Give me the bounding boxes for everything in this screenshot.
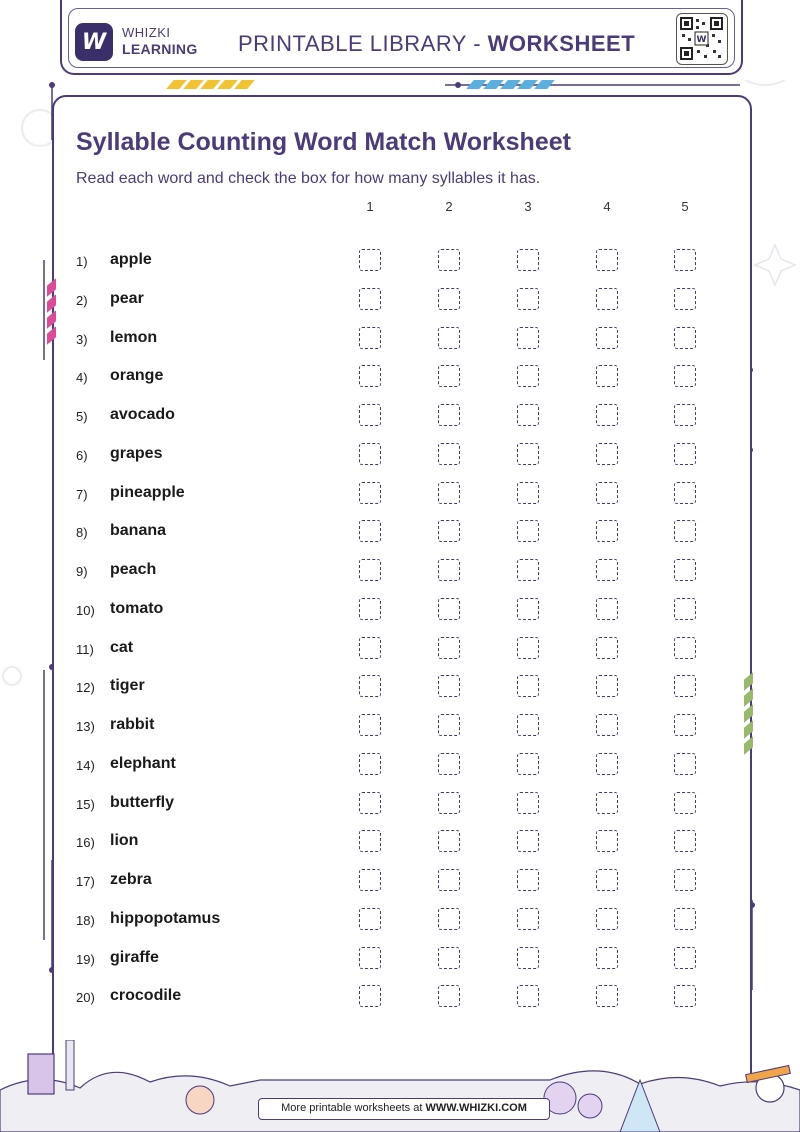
item-word: butterfly [110,793,174,811]
syllable-checkbox-5[interactable] [674,792,696,814]
header-title-bold: WORKSHEET [487,31,636,56]
item-word: orange [110,367,164,385]
syllable-checkbox-2[interactable] [438,869,460,891]
syllable-checkbox-4[interactable] [596,249,618,271]
syllable-checkbox-5[interactable] [674,327,696,349]
syllable-checkbox-2[interactable] [438,288,460,310]
syllable-checkbox-2[interactable] [438,443,460,465]
word-row [0,753,800,779]
syllable-checkbox-5[interactable] [674,637,696,659]
brand-name [122,24,198,58]
item-number: 18) [76,912,95,928]
syllable-checkbox-5[interactable] [674,559,696,581]
syllable-checkbox-5[interactable] [674,598,696,620]
syllable-checkbox-5[interactable] [674,908,696,930]
brand-line-2: LEARNING [122,41,198,57]
item-word: avocado [110,406,175,423]
syllable-checkbox-1[interactable] [359,637,381,659]
syllable-checkbox-3[interactable] [517,637,539,659]
syllable-checkbox-2[interactable] [438,985,460,1007]
syllable-checkbox-1[interactable] [359,520,381,542]
word-row [0,598,800,624]
syllable-checkbox-2[interactable] [438,947,460,969]
item-number: 2) [76,292,88,308]
word-row [0,443,800,469]
word-row [0,637,800,663]
syllable-checkbox-2[interactable] [438,598,460,620]
syllable-checkbox-5[interactable] [674,404,696,426]
syllable-checkbox-4[interactable] [596,637,618,659]
syllable-checkbox-4[interactable] [596,985,618,1007]
syllable-checkbox-5[interactable] [674,520,696,542]
item-word: apple [110,251,152,268]
syllable-checkbox-3[interactable] [517,520,539,542]
syllable-checkbox-2[interactable] [438,714,460,736]
item-number: 17) [76,874,95,889]
item-number: 4) [76,370,88,386]
syllable-checkbox-3[interactable] [517,753,539,775]
word-row [0,520,800,546]
item-number: 9) [76,564,88,579]
word-row [0,714,800,740]
footer-link[interactable] [258,1098,550,1120]
syllable-checkbox-5[interactable] [674,482,696,504]
blue-stripe-decoration [470,80,551,90]
syllable-checkbox-2[interactable] [438,792,460,814]
syllable-checkbox-2[interactable] [438,908,460,930]
syllable-checkbox-4[interactable] [596,327,618,349]
syllable-checkbox-3[interactable] [517,792,539,814]
word-row [0,908,800,934]
word-row [0,830,800,856]
item-number: 20) [76,990,95,1006]
word-row [0,947,800,973]
item-word: elephant [110,754,176,772]
syllable-checkbox-5[interactable] [674,714,696,736]
syllable-checkbox-4[interactable] [596,675,618,697]
item-word: hippopotamus [110,909,221,927]
word-row [0,985,800,1011]
item-number: 14) [76,757,95,773]
syllable-checkbox-3[interactable] [517,714,539,736]
syllable-checkbox-1[interactable] [359,559,381,581]
item-number: 19) [76,951,95,967]
syllable-checkbox-4[interactable] [596,714,618,736]
syllable-checkbox-3[interactable] [517,830,539,852]
worksheet-panel [52,95,752,1095]
item-number: 12) [76,680,95,696]
syllable-checkbox-1[interactable] [359,598,381,620]
word-row [0,365,800,391]
syllable-checkbox-5[interactable] [674,249,696,271]
syllable-checkbox-4[interactable] [596,830,618,852]
syllable-checkbox-3[interactable] [517,869,539,891]
item-word: lion [110,832,139,850]
item-word: pineapple [110,483,185,501]
syllable-checkbox-4[interactable] [596,443,618,465]
syllable-checkbox-1[interactable] [359,985,381,1007]
syllable-checkbox-4[interactable] [596,365,618,387]
item-number: 10) [76,602,95,618]
item-number: 8) [76,525,88,541]
item-word: pear [110,289,144,307]
item-word: tiger [110,677,145,695]
syllable-checkbox-1[interactable] [359,249,381,271]
syllable-checkbox-1[interactable] [359,327,381,349]
syllable-checkbox-2[interactable] [438,559,460,581]
syllable-checkbox-1[interactable] [359,404,381,426]
syllable-checkbox-4[interactable] [596,908,618,930]
syllable-checkbox-2[interactable] [438,753,460,775]
item-word: banana [110,522,167,540]
syllable-checkbox-3[interactable] [517,598,539,620]
qr-code [676,13,728,65]
syllable-checkbox-4[interactable] [596,404,618,426]
item-number: 1) [76,254,88,269]
syllable-checkbox-5[interactable] [674,830,696,852]
syllable-checkbox-4[interactable] [596,869,618,891]
item-number: 13) [76,719,95,734]
syllable-checkbox-1[interactable] [359,482,381,504]
syllable-checkbox-5[interactable] [674,365,696,387]
syllable-checkbox-2[interactable] [438,327,460,349]
word-row [0,327,800,353]
yellow-stripe-decoration [170,80,251,90]
syllable-checkbox-2[interactable] [438,675,460,697]
whizki-logo [75,23,113,61]
item-word: rabbit [110,716,155,733]
syllable-checkbox-3[interactable] [517,482,539,504]
word-row [0,869,800,895]
item-number: 16) [76,835,95,851]
syllable-checkbox-1[interactable] [359,792,381,814]
item-number: 5) [76,409,88,424]
qr-code-icon [677,14,726,63]
item-number: 6) [76,447,88,463]
syllable-checkbox-1[interactable] [359,443,381,465]
syllable-checkbox-4[interactable] [596,288,618,310]
item-word: crocodile [110,987,182,1005]
item-word: lemon [110,328,158,346]
item-number: 11) [76,641,94,657]
syllable-checkbox-4[interactable] [596,520,618,542]
footer-prefix: More printable worksheets at [281,1102,426,1114]
syllable-checkbox-3[interactable] [517,404,539,426]
word-row [0,482,800,508]
qr-label: W [696,35,707,45]
syllable-checkbox-1[interactable] [359,753,381,775]
worksheet-title: Syllable Counting Word Match Worksheet [76,128,571,156]
syllable-checkbox-3[interactable] [517,908,539,930]
word-row [0,559,800,585]
item-number: 15) [76,796,95,812]
syllable-checkbox-1[interactable] [359,830,381,852]
syllable-checkbox-4[interactable] [596,598,618,620]
item-word: zebra [110,871,152,888]
item-number: 7) [76,486,88,502]
syllable-checkbox-2[interactable] [438,249,460,271]
syllable-checkbox-5[interactable] [674,753,696,775]
column-header-1: 1 [366,199,374,214]
syllable-checkbox-4[interactable] [596,753,618,775]
syllable-checkbox-1[interactable] [359,714,381,736]
syllable-checkbox-1[interactable] [359,947,381,969]
header-title-prefix: PRINTABLE LIBRARY - [238,31,488,56]
syllable-checkbox-4[interactable] [596,947,618,969]
item-word: giraffe [110,948,159,966]
syllable-checkbox-5[interactable] [674,869,696,891]
syllable-checkbox-2[interactable] [438,365,460,387]
item-number: 3) [76,331,88,347]
syllable-checkbox-1[interactable] [359,675,381,697]
logo-letter: W [81,29,107,55]
word-row [0,249,800,275]
item-word: cat [110,638,134,656]
word-row [0,404,800,430]
syllable-checkbox-4[interactable] [596,792,618,814]
column-header-2: 2 [445,199,453,214]
column-header-4: 4 [603,199,611,214]
item-word: tomato [110,599,164,617]
header-title [238,31,635,57]
word-row [0,675,800,701]
syllable-checkbox-5[interactable] [674,288,696,310]
word-row [0,288,800,314]
syllable-checkbox-5[interactable] [674,443,696,465]
item-word: grapes [110,444,163,462]
item-word: peach [110,561,157,578]
syllable-checkbox-3[interactable] [517,559,539,581]
syllable-checkbox-4[interactable] [596,559,618,581]
syllable-checkbox-3[interactable] [517,249,539,271]
syllable-checkbox-1[interactable] [359,365,381,387]
syllable-checkbox-1[interactable] [359,288,381,310]
syllable-checkbox-2[interactable] [438,482,460,504]
syllable-checkbox-2[interactable] [438,520,460,542]
syllable-checkbox-3[interactable] [517,947,539,969]
worksheet-instructions: Read each word and check the box for how many syllables it has. [76,170,541,187]
syllable-checkbox-4[interactable] [596,482,618,504]
syllable-checkbox-5[interactable] [674,675,696,697]
syllable-checkbox-5[interactable] [674,985,696,1007]
syllable-checkbox-3[interactable] [517,327,539,349]
syllable-checkbox-3[interactable] [517,365,539,387]
column-header-5: 5 [681,199,689,214]
column-header-3: 3 [524,199,532,214]
syllable-checkbox-2[interactable] [438,404,460,426]
footer-site: WWW.WHIZKI.COM [425,1102,527,1114]
syllable-checkbox-3[interactable] [517,675,539,697]
word-row [0,792,800,818]
syllable-checkbox-5[interactable] [674,947,696,969]
syllable-checkbox-3[interactable] [517,288,539,310]
syllable-checkbox-3[interactable] [517,443,539,465]
brand-line-1: WHIZKI [122,25,171,40]
syllable-checkbox-2[interactable] [438,830,460,852]
syllable-checkbox-3[interactable] [517,985,539,1007]
syllable-checkbox-2[interactable] [438,637,460,659]
syllable-checkbox-1[interactable] [359,908,381,930]
syllable-checkbox-1[interactable] [359,869,381,891]
